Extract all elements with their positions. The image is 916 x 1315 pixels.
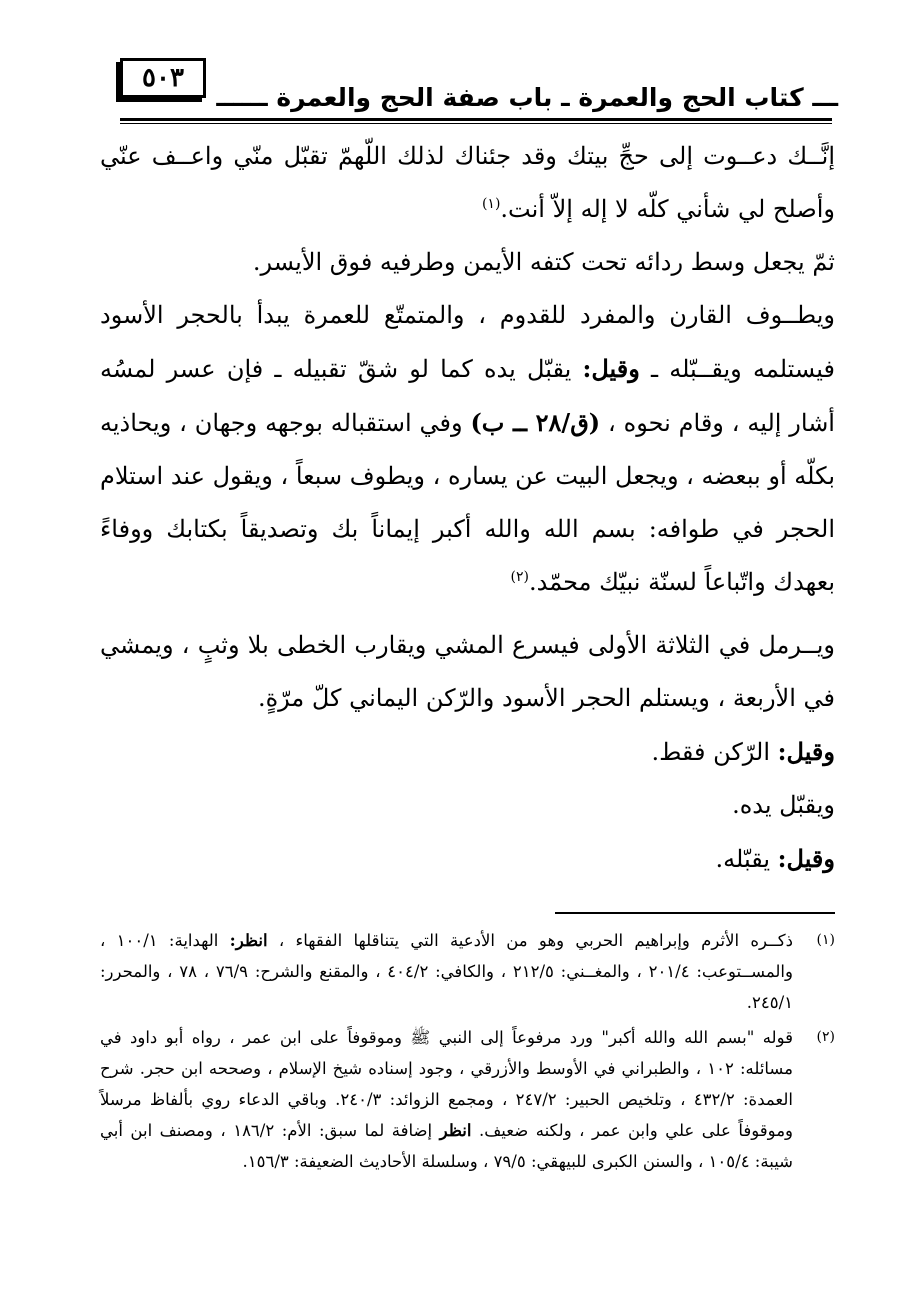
paragraph-text: ويــرمل في الثلاثة الأولى فيسرع المشي ويقارب الخطى بلا وثبٍ ، ويمشي في الأربعة ، ويستلم الحجر الأسود والرّكن اليماني كلّ مرّةٍ. — [100, 631, 835, 712]
footnote-text: إضافة لما سبق: الأم: ١٨٦/٢ ، ومصنف ابن أبي شيبة: ١٠٥/٤ ، والسنن الكبرى للبيهقي: ٧٩/٥ ، وسلسلة الأحاديث الضعيفة: ١٥٦/٣. — [100, 1121, 793, 1171]
paragraph-supplication — [100, 130, 835, 236]
paragraph-text: يقبّل يده كما لو شقّ تقبيله ـ فإن عسر لمسُه أشار إليه ، وقام نحوه ، — [100, 355, 835, 437]
main-text — [100, 130, 835, 886]
qila-label: وقيل: — [777, 737, 835, 766]
footnotes — [100, 925, 835, 1181]
page-number-text: ٥٠٣ — [142, 63, 184, 93]
paragraph-text: وفي استقباله بوجهه وجهان ، ويحاذيه بكلّه أو ببعضه ، ويجعل البيت عن يساره ، ويطوف سبعاً ، ويقول عند استلام الحجر في طوافه: بسم الله والله أكبر إيماناً بك وتصديقاً بكتابك ووفاءً بعهدك واتّباعاً لسنّة نبيّك محمّد. — [99, 409, 835, 596]
footnote-number: (١) — [816, 932, 835, 948]
paragraph-qila-rukn — [100, 725, 835, 779]
footnote-2 — [100, 1022, 835, 1177]
qila-label: وقيل: — [777, 844, 835, 873]
footnote-see-label: انظر — [439, 1121, 472, 1140]
footnote-ref-2: (٢) — [510, 569, 529, 585]
paragraph-text: إنَّــك دعــوت إلى حجِّ بيتك وقد جئناك لذلك اللّهمّ تقبّل منّي واعــف عنّي وأصلح لي شأني كلّه لا إله إلاّ أنت. — [100, 142, 835, 223]
paragraph-raml — [100, 619, 835, 725]
footnote-1 — [100, 925, 835, 1018]
footnote-text: قوله "بسم الله والله أكبر" ورد مرفوعاً إلى النبي ﷺ وموقوفاً على ابن عمر ، رواه أبو داود في مسائله: ١٠٢ ، والطبراني في الأوسط والأزرقي ، وجود إسناده شيخ الإسلام ، وصححه ابن حجر. شرح العمدة: ٤٣٢/٢ ، وتلخيص الحبير: ٢٤٧/٢ ، ومجمع الزوائد: ٢٤٠/٣. وباقي الدعاء روي بألفاظ مرسلاً وموقوفاً على علي وابن عمر ، ولكنه ضعيف. — [100, 1028, 793, 1140]
footnote-text: ذكــره الأثرم وإبراهيم الحربي وهو من الأدعية التي يتناقلها الفقهاء ، — [267, 931, 793, 950]
paragraph-text: يقبّله. — [715, 845, 778, 873]
manuscript-folio-marker: (ق/٢٨ ــ ب) — [470, 408, 601, 437]
paragraph-text: ثمّ يجعل وسط ردائه تحت كتفه الأيمن وطرفيه فوق الأيسر. — [252, 248, 835, 276]
footnote-see-label: انظر: — [229, 931, 268, 950]
qila-label: وقيل: — [582, 354, 640, 383]
running-header: ـــ كتاب الحج والعمرة ـ باب صفة الحج والعمرة ــــــ — [216, 83, 838, 112]
footnote-separator — [555, 912, 835, 914]
paragraph-kiss-hand — [100, 779, 835, 832]
paragraph-tawaf — [100, 289, 835, 609]
paragraph-text: ويطــوف القارن والمفرد للقدوم ، والمتمتّع للعمرة يبدأ بالحجر الأسود فيستلمه ويقــبّله ـ — [100, 301, 836, 383]
footnote-text: الهداية: ١٠٠/١ ، والمســتوعب: ٢٠١/٤ ، والمغــني: ٢١٢/٥ ، والكافي: ٤٠٤/٢ ، والمقنع والشرح: ٧٦/٩ ، ٧٨ ، والمحرر: ٢٤٥/١. — [100, 931, 793, 1012]
paragraph-qila-kiss — [100, 832, 835, 886]
footnote-ref-1: (١) — [481, 196, 501, 212]
header-rule-thin — [120, 123, 832, 124]
paragraph-text: الرّكن فقط. — [651, 738, 778, 766]
page-number — [120, 58, 206, 98]
paragraph-idtiba — [100, 236, 835, 289]
footnote-number: (٢) — [816, 1029, 835, 1045]
paragraph-text: ويقبّل يده. — [732, 791, 835, 819]
header-rule — [120, 118, 832, 121]
